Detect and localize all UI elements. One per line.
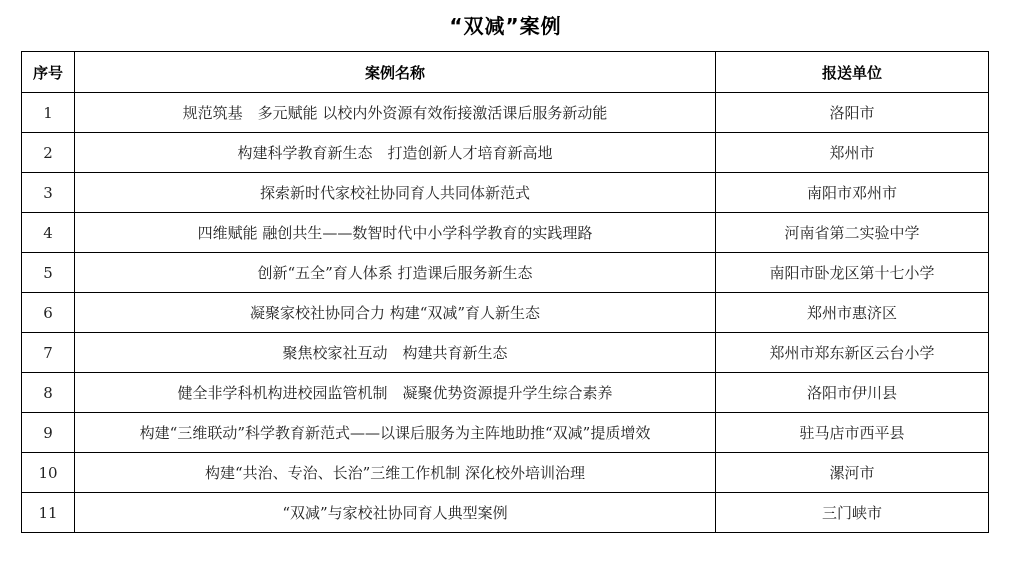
cell-number: 6 (22, 293, 75, 333)
table-row (22, 213, 989, 253)
cell-number: 10 (22, 453, 75, 493)
table-row (22, 413, 989, 453)
cell-unit: 洛阳市伊川县 (716, 373, 989, 413)
header-case-name: 案例名称 (75, 52, 716, 93)
table-row (22, 93, 989, 133)
cell-unit: 洛阳市 (716, 93, 989, 133)
cell-unit: 漯河市 (716, 453, 989, 493)
cell-case-name: 探索新时代家校社协同育人共同体新范式 (75, 173, 716, 213)
table-row (22, 373, 989, 413)
cell-number: 1 (22, 93, 75, 133)
table-body (22, 93, 989, 533)
cell-number: 7 (22, 333, 75, 373)
case-table (21, 51, 989, 533)
cell-number: 9 (22, 413, 75, 453)
cell-number: 11 (22, 493, 75, 533)
header-number: 序号 (22, 52, 75, 93)
cell-case-name: 创新“五全”育人体系 打造课后服务新生态 (75, 253, 716, 293)
cell-case-name: 四维赋能 融创共生——数智时代中小学科学教育的实践理路 (75, 213, 716, 253)
cell-number: 2 (22, 133, 75, 173)
cell-number: 4 (22, 213, 75, 253)
document-title: “双减”案例 (449, 14, 562, 38)
header-row (22, 52, 989, 93)
cell-case-name: 健全非学科机构进校园监管机制 凝聚优势资源提升学生综合素养 (75, 373, 716, 413)
cell-unit: 郑州市惠济区 (716, 293, 989, 333)
cell-unit: 郑州市郑东新区云台小学 (716, 333, 989, 373)
cell-number: 8 (22, 373, 75, 413)
cell-number: 5 (22, 253, 75, 293)
header-unit: 报送单位 (716, 52, 989, 93)
table-row (22, 453, 989, 493)
cell-case-name: 聚焦校家社互动 构建共育新生态 (75, 333, 716, 373)
cell-unit: 河南省第二实验中学 (716, 213, 989, 253)
table-row (22, 493, 989, 533)
cell-unit: 三门峡市 (716, 493, 989, 533)
cell-case-name: 凝聚家校社协同合力 构建“双减”育人新生态 (75, 293, 716, 333)
cell-unit: 南阳市邓州市 (716, 173, 989, 213)
cell-unit: 郑州市 (716, 133, 989, 173)
cell-number: 3 (22, 173, 75, 213)
cell-case-name: 构建“共治、专治、长治”三维工作机制 深化校外培训治理 (75, 453, 716, 493)
cell-case-name: 构建科学教育新生态 打造创新人才培育新高地 (75, 133, 716, 173)
table-row (22, 293, 989, 333)
cell-case-name: 构建“三维联动”科学教育新范式——以课后服务为主阵地助推“双减”提质增效 (75, 413, 716, 453)
cell-case-name: 规范筑基 多元赋能 以校内外资源有效衔接激活课后服务新动能 (75, 93, 716, 133)
cell-case-name: “双减”与家校社协同育人典型案例 (75, 493, 716, 533)
table-row (22, 253, 989, 293)
table-row (22, 333, 989, 373)
table-row (22, 173, 989, 213)
cell-unit: 南阳市卧龙区第十七小学 (716, 253, 989, 293)
table-header (22, 52, 989, 93)
table-row (22, 133, 989, 173)
cell-unit: 驻马店市西平县 (716, 413, 989, 453)
